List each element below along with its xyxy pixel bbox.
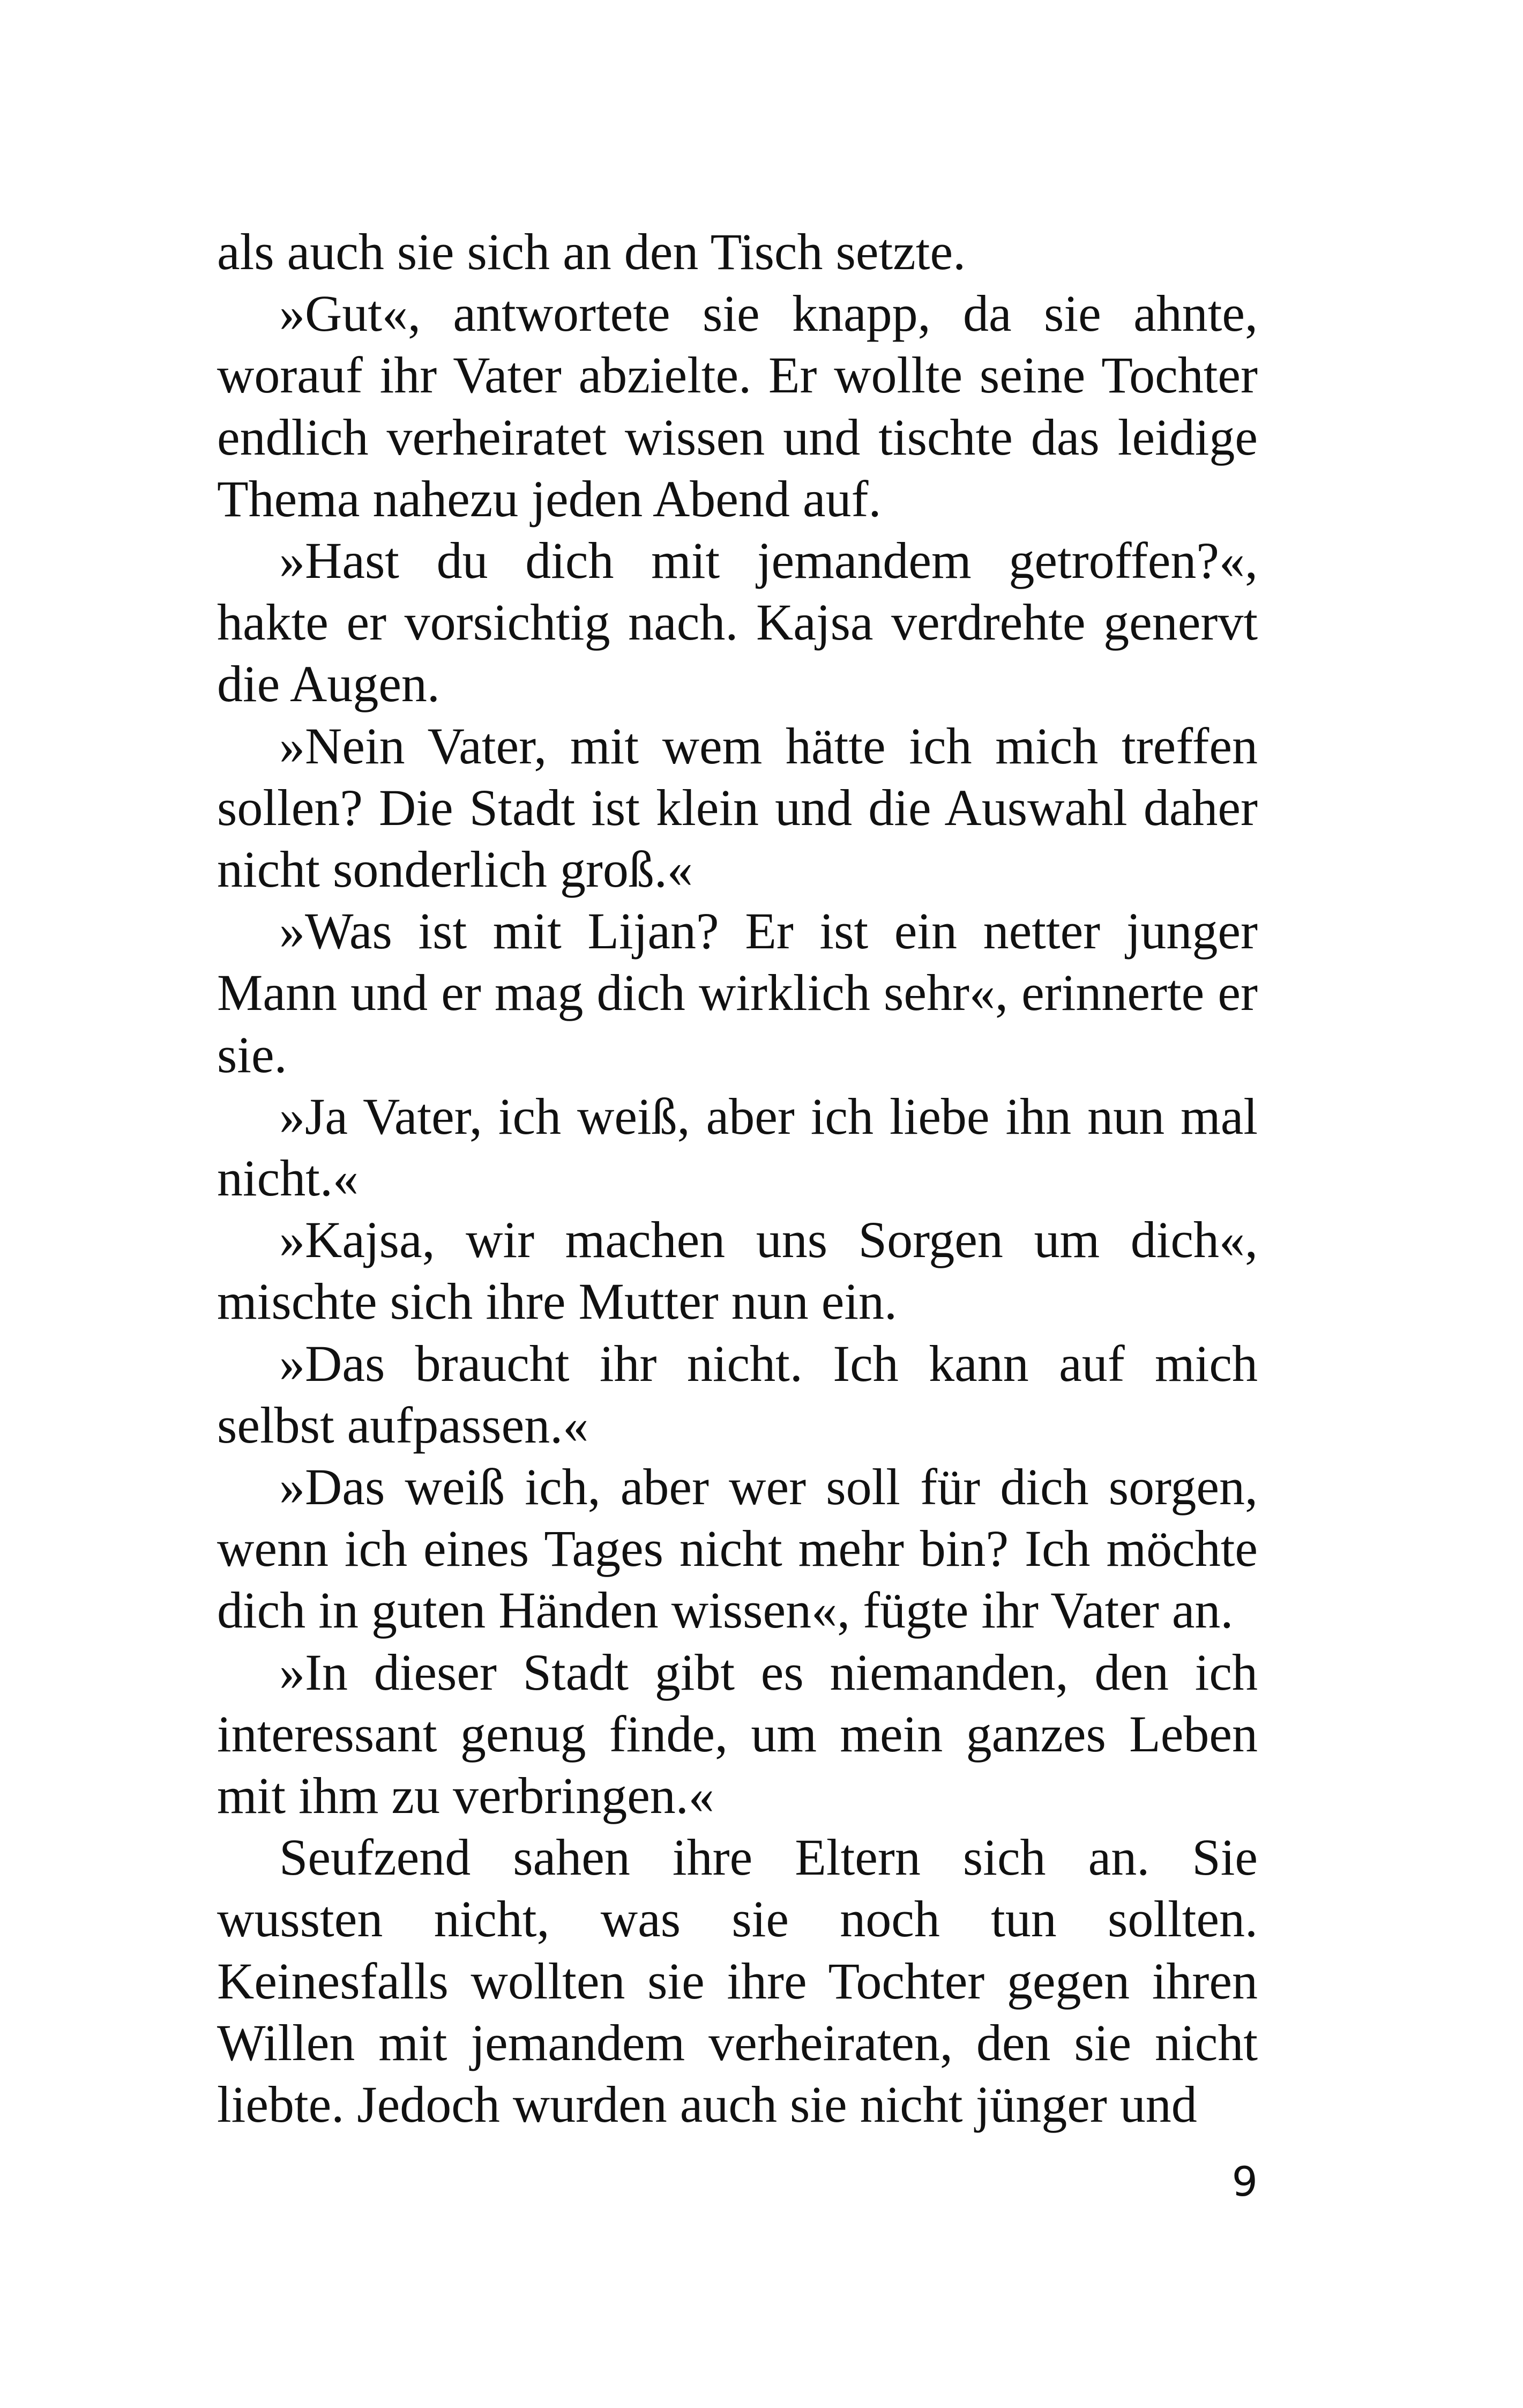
paragraph: als auch sie sich an den Tisch setzte. xyxy=(217,223,966,280)
paragraph: »Das braucht ihr nicht. Ich kann auf mich selbst aufpassen.« xyxy=(217,1334,1258,1454)
paragraph: »Ja Vater, ich weiß, aber ich liebe ihn nun mal nicht.« xyxy=(217,1087,1258,1207)
paragraph: »Gut«, antwortete sie knapp, da sie ahnte, worauf ihr Vater abzielte. Er wollte seine Tochter endlich verheiratet wissen und tischte das leidige Thema nahezu jeden Abend auf. xyxy=(217,285,1258,527)
paragraph: »Was ist mit Lijan? Er ist ein netter junger Mann und er mag dich wirklich sehr«, erinnerte er sie. xyxy=(217,902,1258,1083)
page-number: 9 xyxy=(1231,2158,1258,2205)
paragraph: »In dieser Stadt gibt es niemanden, den ich interessant genug finde, um mein ganzes Leben mit ihm zu verbringen.« xyxy=(217,1643,1258,1825)
body-text xyxy=(217,221,1258,2135)
paragraph: Seufzend sahen ihre Eltern sich an. Sie wussten nicht, was sie noch tun sollten. Keinesfalls wollten sie ihre Tochter gegen ihren Willen mit jemandem verheiraten, den sie nicht liebte. Jedoch wurden auch sie nicht jünger und xyxy=(217,1829,1258,2134)
paragraph: »Kajsa, wir machen uns Sorgen um dich«, mischte sich ihre Mutter nun ein. xyxy=(217,1211,1258,1331)
paragraph: »Das weiß ich, aber wer soll für dich sorgen, wenn ich eines Tages nicht mehr bin? Ich möchte dich in guten Händen wissen«, fügte ihr Vater an. xyxy=(217,1458,1258,1639)
paragraph: »Nein Vater, mit wem hätte ich mich treffen sollen? Die Stadt ist klein und die Auswahl daher nicht sonderlich groß.« xyxy=(217,717,1258,898)
paragraph: »Hast du dich mit jemandem getroffen?«, hakte er vorsichtig nach. Kajsa verdrehte genervt die Augen. xyxy=(217,532,1258,713)
